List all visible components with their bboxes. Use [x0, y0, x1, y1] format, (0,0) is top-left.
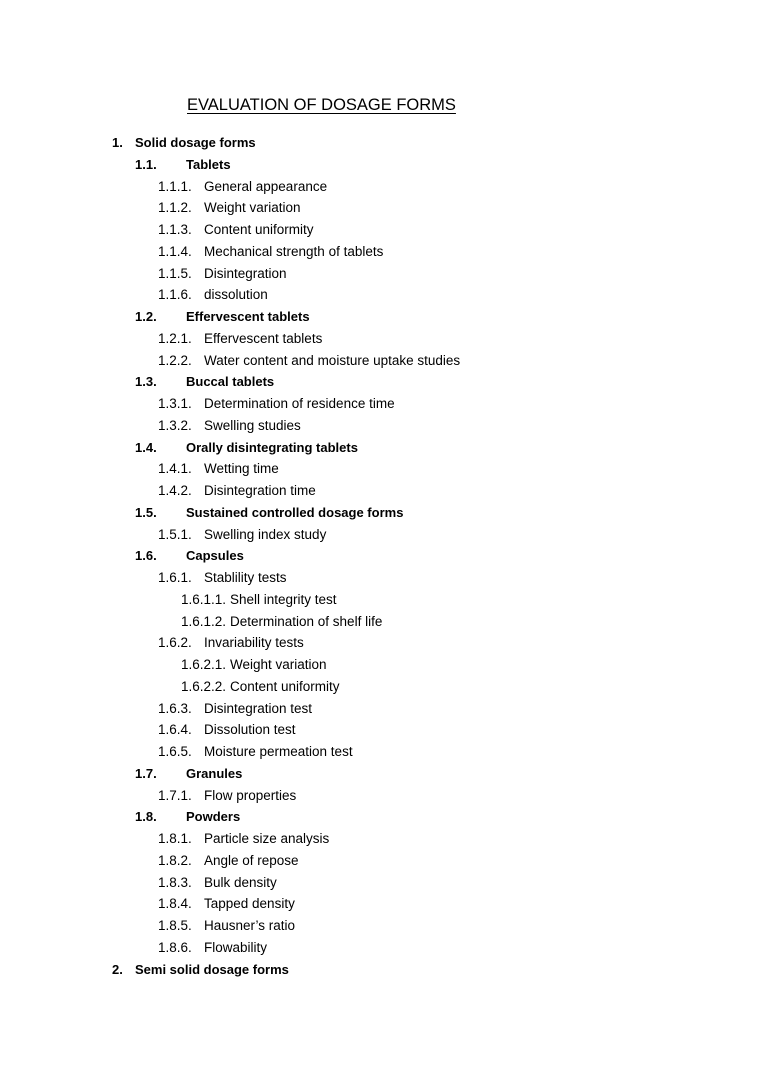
outline-item-level-4 [0, 655, 768, 675]
outline-item-level-3 [0, 285, 768, 305]
outline-item-label: Flowability [204, 939, 268, 955]
outline-item-number: 1.5.1. [158, 526, 192, 542]
outline-item-number: 1. [112, 135, 123, 150]
outline-item-number: 1.3. [135, 374, 157, 390]
outline-item-label: Content uniformity [204, 222, 314, 237]
outline-item-number: 1.2.2. [158, 352, 192, 368]
outline-item-number: 1.6.4. [158, 722, 192, 738]
outline-item-label: Effervescent tablets [204, 330, 323, 346]
outline-item-number: 1.1.2. [158, 200, 192, 216]
outline-item-level-4 [0, 590, 768, 610]
outline-item-number: 1.3.2. [158, 417, 192, 433]
outline-item-number: 1.6. [135, 548, 157, 564]
outline-item-number: 1.6.1.2. [181, 613, 227, 629]
outline-item-label: Bulk density [204, 874, 277, 890]
outline-item-label: Swelling index study [204, 526, 327, 542]
outline-item-label: Hausner’s ratio [204, 918, 296, 933]
outline-item-level-3 [0, 829, 768, 849]
outline-item-level-2 [0, 372, 768, 392]
outline-item-label: Invariability tests [204, 635, 304, 651]
outline-item-level-2 [0, 503, 768, 523]
outline-item-label: Particle size analysis [204, 831, 330, 846]
outline-item-label: Determination of residence time [204, 396, 395, 411]
outline-item-number: 1.1.3. [158, 222, 192, 237]
outline-item-level-2 [0, 155, 768, 175]
outline-item-number: 1.6.2. [158, 635, 192, 651]
page-title: EVALUATION OF DOSAGE FORMS [187, 96, 456, 114]
outline-item-number: 1.1.4. [158, 243, 192, 259]
outline-item-level-2 [0, 438, 768, 458]
outline-item-level-3 [0, 416, 768, 436]
outline-item-level-3 [0, 459, 768, 479]
outline-item-number: 1.6.3. [158, 700, 192, 716]
outline-item-number: 1.8.6. [158, 939, 192, 955]
outline-item-label: Flow properties [204, 787, 297, 803]
outline-item-number: 1.6.2.1. [181, 657, 227, 672]
outline-item-label: Powders [186, 809, 241, 825]
outline-item-label: Sustained controlled dosage forms [186, 504, 404, 520]
outline-item-number: 1.1.5. [158, 265, 192, 281]
outline-item-label: Disintegration time [204, 483, 316, 498]
outline-item-level-3 [0, 351, 768, 371]
outline-item-number: 2. [112, 961, 123, 977]
outline-item-level-1 [0, 960, 768, 980]
outline-item-number: 1.6.5. [158, 744, 192, 759]
outline-item-level-3 [0, 938, 768, 958]
outline-item-level-1 [0, 133, 768, 153]
outline-item-number: 1.1.6. [158, 287, 192, 303]
outline-item-label: Moisture permeation test [204, 744, 353, 759]
outline-item-level-3 [0, 916, 768, 936]
outline-item-number: 1.4.2. [158, 483, 192, 498]
outline-item-label: Granules [186, 765, 243, 781]
outline-item-level-3 [0, 264, 768, 284]
outline-item-label: General appearance [204, 178, 328, 194]
outline-item-label: Buccal tablets [186, 374, 275, 390]
outline-item-level-3 [0, 198, 768, 218]
outline-item-level-4 [0, 612, 768, 632]
outline-item-number: 1.8.1. [158, 831, 192, 846]
outline-item-number: 1.8.3. [158, 874, 192, 890]
outline-item-label: Swelling studies [204, 417, 301, 433]
outline-item-number: 1.7. [135, 765, 157, 781]
outline-item-number: 1.7.1. [158, 787, 192, 803]
outline-item-label: dissolution [204, 287, 268, 303]
outline-item-label: Tablets [186, 156, 231, 172]
outline-item-label: Solid dosage forms [135, 135, 256, 150]
outline-item-number: 1.8.2. [158, 852, 192, 868]
outline-item-number: 1.2.1. [158, 330, 192, 346]
outline-item-number: 1.5. [135, 504, 157, 520]
outline-item-level-2 [0, 764, 768, 784]
outline-item-label: Determination of shelf life [230, 613, 383, 629]
outline-item-number: 1.2. [135, 309, 157, 324]
outline-item-level-3 [0, 481, 768, 501]
outline-item-label: Wetting time [204, 461, 279, 477]
outline-item-level-3 [0, 786, 768, 806]
outline-item-label: Semi solid dosage forms [135, 961, 289, 977]
outline-item-number: 1.6.1. [158, 570, 192, 585]
outline-item-label: Capsules [186, 548, 244, 564]
outline-item-label: Tapped density [204, 896, 295, 912]
outline-item-label: Stablility tests [204, 570, 287, 585]
outline-item-number: 1.8.5. [158, 918, 192, 933]
outline-item-number: 1.8.4. [158, 896, 192, 912]
outline-item-level-3 [0, 177, 768, 197]
outline-item-number: 1.6.1.1. [181, 591, 227, 607]
outline-item-level-3 [0, 220, 768, 240]
outline-item-label: Orally disintegrating tablets [186, 439, 358, 455]
outline-item-level-3 [0, 851, 768, 871]
outline-item-label: Weight variation [204, 200, 301, 216]
outline-item-level-3 [0, 633, 768, 653]
outline-item-level-3 [0, 894, 768, 914]
outline-item-level-3 [0, 742, 768, 762]
outline-item-label: Water content and moisture uptake studies [204, 352, 461, 368]
outline-item-level-3 [0, 525, 768, 545]
outline-item-number: 1.4.1. [158, 461, 192, 477]
outline-item-level-2 [0, 807, 768, 827]
outline-item-level-3 [0, 242, 768, 262]
outline-item-label: Disintegration [204, 265, 287, 281]
outline-item-label: Shell integrity test [230, 591, 337, 607]
outline-item-level-3 [0, 394, 768, 414]
outline-item-level-2 [0, 546, 768, 566]
outline-item-number: 1.4. [135, 439, 157, 455]
outline-item-number: 1.1.1. [158, 178, 192, 194]
outline-item-level-3 [0, 873, 768, 893]
outline-item-number: 1.1. [135, 156, 157, 172]
outline-item-label: Effervescent tablets [186, 309, 310, 324]
outline-item-number: 1.3.1. [158, 396, 192, 411]
outline-item-number: 1.8. [135, 809, 157, 825]
outline-item-level-2 [0, 307, 768, 327]
outline-item-label: Angle of repose [204, 852, 299, 868]
outline-item-level-4 [0, 677, 768, 697]
outline-item-level-3 [0, 568, 768, 588]
outline-item-label: Mechanical strength of tablets [204, 243, 384, 259]
outline-item-level-3 [0, 329, 768, 349]
outline-item-number: 1.6.2.2. [181, 678, 227, 694]
outline-item-label: Disintegration test [204, 700, 313, 716]
outline-item-level-3 [0, 720, 768, 740]
outline-item-label: Content uniformity [230, 678, 340, 694]
outline-item-label: Weight variation [230, 657, 327, 672]
outline-item-level-3 [0, 699, 768, 719]
outline-item-label: Dissolution test [204, 722, 296, 738]
